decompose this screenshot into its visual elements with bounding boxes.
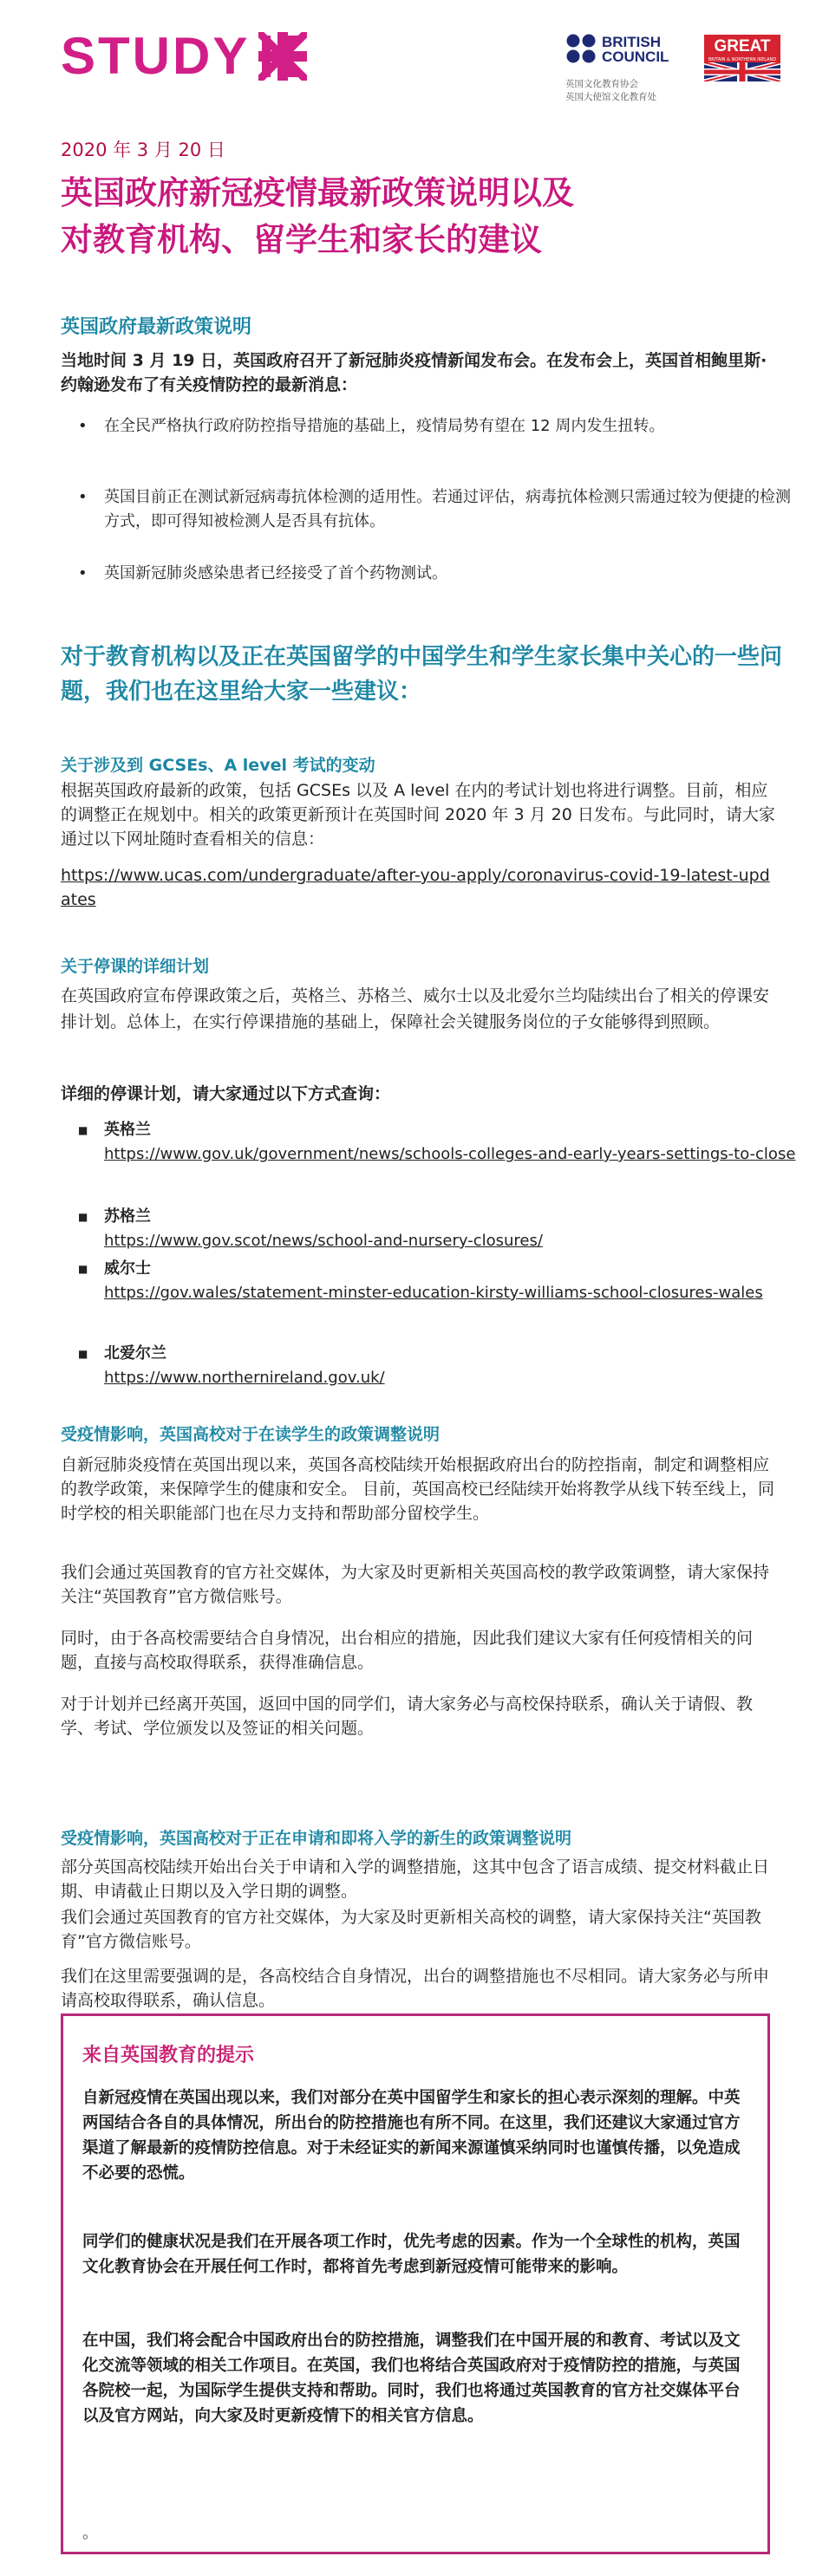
british-council-dots-icon [565,33,597,64]
region-item-northern-ireland [78,1342,798,1390]
publish-date: 2020 年 3 月 20 日 [61,140,225,160]
great-word: GREAT [704,35,780,57]
notice-box [61,2013,770,2554]
closures-heading: 关于停课的详细计划 [61,957,210,976]
new-p2: 我们会通过英国教育的官方社交媒体，为大家及时更新相关高校的调整，请大家保持关注“英国教育”官方微信账号。 [61,1908,761,1951]
region-name: ■ 英格兰 [104,1121,151,1139]
current-p3: 同时，由于各高校需要结合自身情况，出台相应的措施，因此我们建议大家有任何疫情相关的问题，直接与高校取得联系，获得准确信息。 [61,1629,754,1672]
region-link[interactable]: https://gov.wales/statement-minster-education-kirsty-williams-school-closures-wales [104,1284,763,1302]
uk-flag-logo-icon [258,32,307,81]
british-council-wordmark [602,35,669,64]
new-students-heading: 受疫情影响，英国高校对于正在申请和即将入学的新生的政策调整说明 [61,1829,572,1848]
logo-study-text: STUDY [61,27,251,85]
new-p3: 我们在这里需要强调的是，各高校结合自身情况，出台的调整措施也不尽相同。请大家务必与所申请高校取得联系，确认信息。 [61,1967,770,2010]
advice-heading: 对于教育机构以及正在英国留学的中国学生和学生家长集中关心的一些问题，我们也在这里给大家一些建议： [61,644,783,705]
current-p4: 对于计划并已经离开英国，返回中国的同学们，请大家务必与高校保持联系，确认关于请假、教学、考试、学位颁发以及签证的相关问题。 [61,1695,754,1738]
region-item-scotland [78,1205,798,1253]
region-name: ■ 苏格兰 [104,1207,151,1226]
bc-line1: BRITISH [602,34,661,50]
policy-bullet: • 英国目前正在测试新冠病毒抗体检测的适用性。若通过评估，病毒抗体检测只需通过较为便捷的检测方式，即可得知被检测人是否具有抗体。 [78,485,798,534]
region-name: ■ 北爱尔兰 [104,1344,166,1363]
region-name: ■ 威尔士 [104,1259,151,1278]
policy-intro: 当地时间 3 月 19 日，英国政府召开了新冠肺炎疫情新闻发布会。在发布会上，英国首相鲍里斯·约翰逊发布了有关疫情防控的最新消息： [61,351,767,394]
region-link[interactable]: https://www.northernireland.gov.uk/ [104,1369,385,1387]
british-council-subtitle [565,78,704,104]
bc-line2: COUNCIL [602,49,669,65]
current-p1: 自新冠肺炎疫情在英国出现以来，英国各高校陆续开始根据政府出台的防控指南，制定和调整相应的教学政策，来保障学生的健康和安全。 目前，英国高校已经陆续开始将教学从线下转至线上，同时学校的相关职能部门也在尽力支持和帮助部分留校学生。 [61,1455,775,1523]
page-title [61,170,789,263]
new-p1: 部分英国高校陆续开始出台关于申请和入学的调整措施，这其中包含了语言成绩、提交材料截止日期、申请截止日期以及入学日期的调整。 [61,1857,770,1901]
region-link[interactable]: https://www.gov.uk/government/news/schools-colleges-and-early-years-settings-to-close [104,1145,796,1163]
notice-p3: 在中国，我们将会配合中国政府出台的防控措施，调整我们在中国开展的和教育、考试以及文化交流等领域的相关工作项目。在英国，我们也将结合英国政府对于疫情防控的措施，与英国各院校一起，为国际学生提供支持和帮助。同时，我们也将通过英国教育的官方社交媒体平台以及官方网站，向大家及时更新疫情下的相关官方信息。 [82,2332,741,2425]
closures-lead: 详细的停课计划，请大家通过以下方式查询： [61,1084,391,1103]
closures-body: 在英国政府宣布停课政策之后，英格兰、苏格兰、威尔士以及北爱尔兰均陆续出台了相关的停课安排计划。总体上，在实行停课措施的基础上，保障社会关键服务岗位的子女能够得到照顾。 [61,986,770,1031]
policy-bullet: • 英国新冠肺炎感染患者已经接受了首个药物测试。 [78,562,798,586]
exams-body: 根据英国政府最新的政策，包括 GCSEs 以及 A level 在内的考试计划也将进行调整。目前，相应的调整正在规划中。相关的政策更新预计在英国时间 2020 年 3 月 20 日发布。与此同时，请大家通过以下网址随时查看相关的信息： [61,781,775,849]
bc-sub1: 英国文化教育协会 [565,79,638,89]
union-jack-icon [704,62,780,81]
ucas-link[interactable]: https://www.ucas.com/undergraduate/after-you-apply/coronavirus-covid-19-latest-updates [61,866,770,909]
title-line-1: 英国政府新冠疫情最新政策说明以及 [61,174,574,211]
policy-bullet: • 在全民严格执行政府防控指导措施的基础上，疫情局势有望在 12 周内发生扭转。 [78,414,798,439]
notice-end-mark: 。 [82,2524,98,2542]
title-line-2: 对教育机构、留学生和家长的建议 [61,221,542,258]
region-link[interactable]: https://www.gov.scot/news/school-and-nursery-closures/ [104,1232,543,1250]
region-item-england [78,1118,798,1167]
header [0,0,829,117]
study-uk-logo [61,26,307,86]
current-students-heading: 受疫情影响，英国高校对于在读学生的政策调整说明 [61,1425,441,1444]
notice-title: 来自英国教育的提示 [82,2045,255,2066]
bc-sub2: 英国大使馆文化教育处 [565,92,656,102]
current-p2: 我们会通过英国教育的官方社交媒体，为大家及时更新相关英国高校的教学政策调整，请大家保持关注“英国教育”官方微信账号。 [61,1563,770,1606]
exams-heading: 关于涉及到 GCSEs、A level 考试的变动 [61,756,375,775]
great-tagline: BRITAIN & NORTHERN IRELAND [704,57,780,62]
great-britain-logo [704,35,780,81]
notice-p2: 同学们的健康状况是我们在开展各项工作时，优先考虑的因素。作为一个全球性的机构，英国文化教育协会在开展任何工作时，都将首先考虑到新冠疫情可能带来的影响。 [82,2233,741,2276]
notice-p1: 自新冠疫情在英国出现以来，我们对部分在英中国留学生和家长的担心表示深刻的理解。中英两国结合各自的具体情况，所出台的防控措施也有所不同。在这里，我们还建议大家通过官方渠道了解最新的疫情防控信息。对于未经证实的新闻来源谨慎采纳同时也谨慎传播，以免造成不必要的恐慌。 [82,2089,741,2182]
region-item-wales [78,1257,798,1305]
policy-heading: 英国政府最新政策说明 [61,316,252,338]
